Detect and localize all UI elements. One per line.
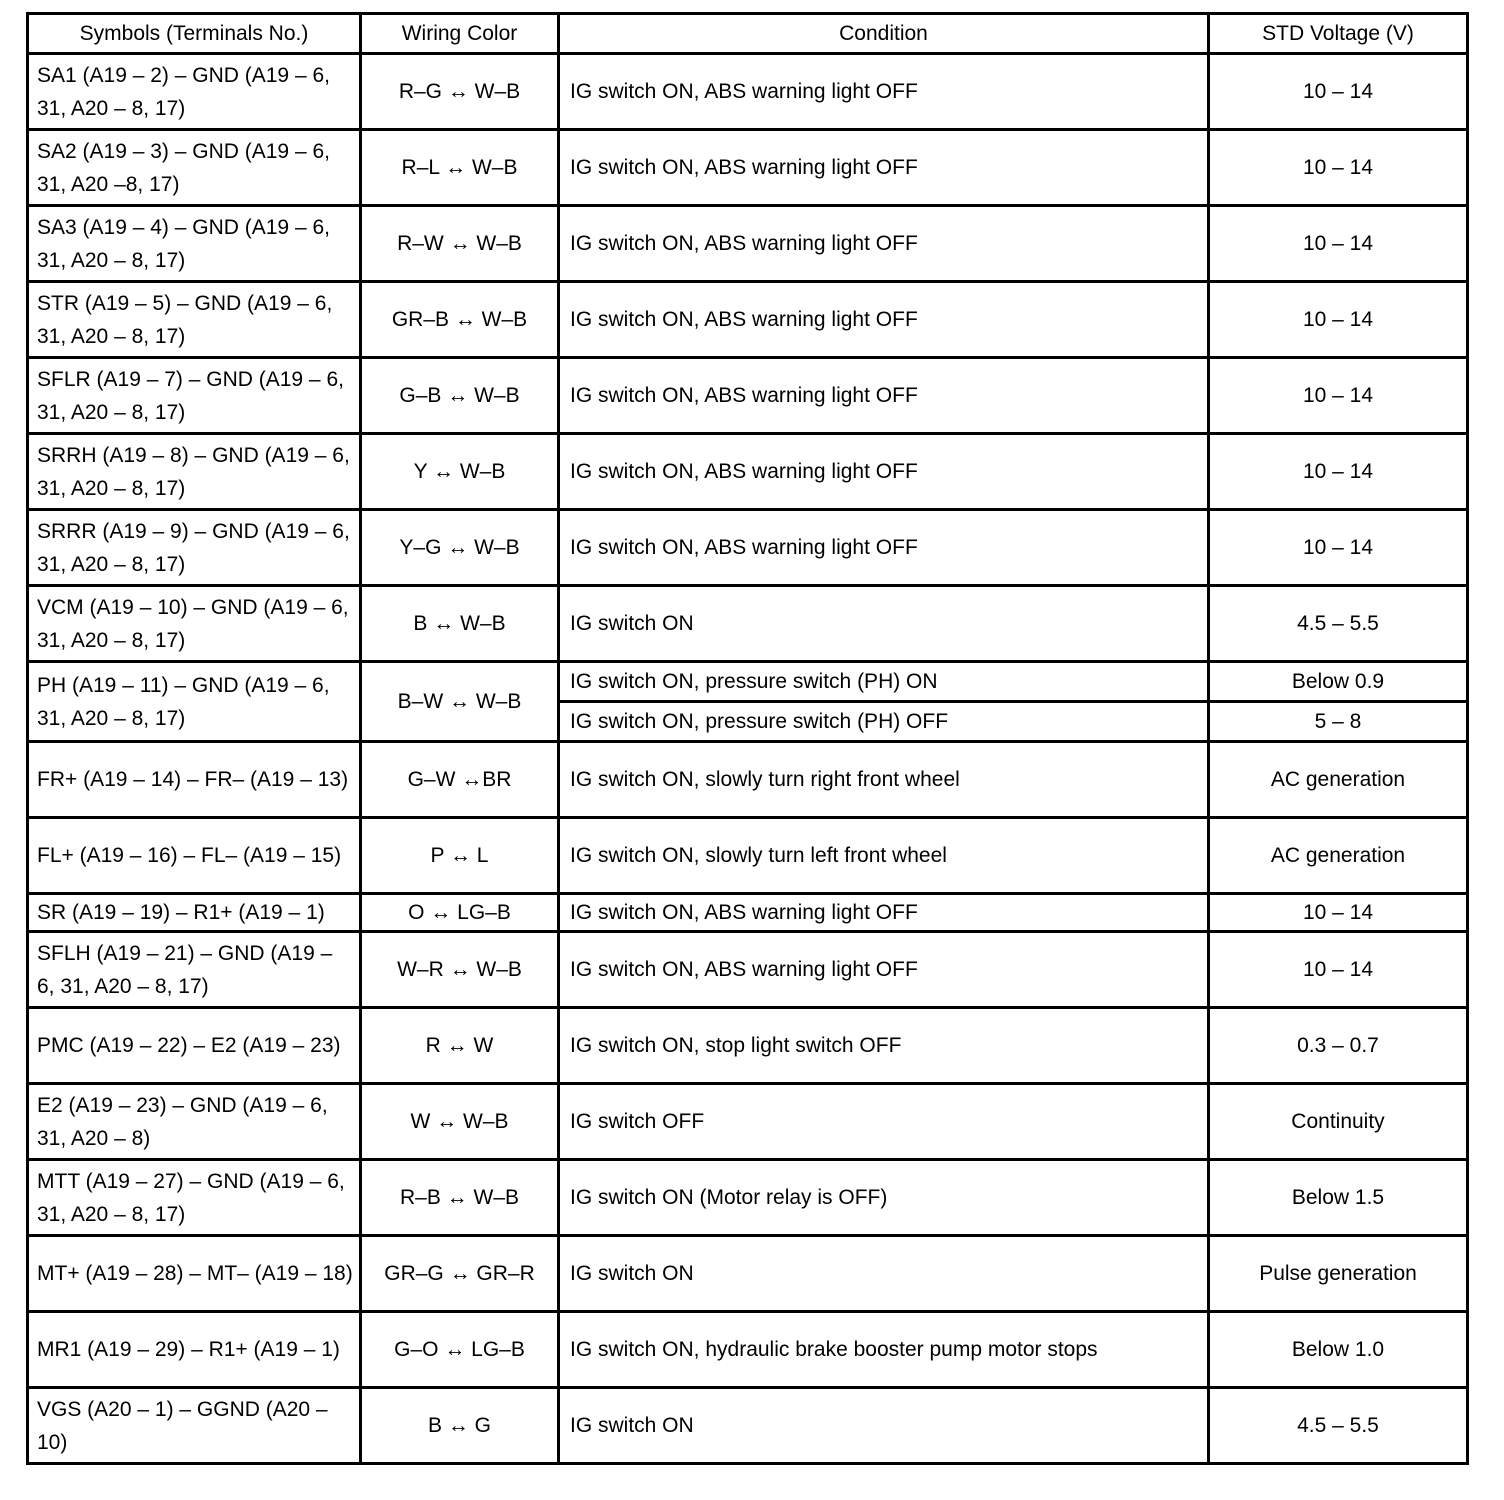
symbol-cell: SA1 (A19 – 2) – GND (A19 – 6, 31, A20 – 8, 17): [28, 54, 361, 130]
condition-cell: IG switch ON: [559, 1236, 1209, 1312]
wiring-color-cell: G–O ↔ LG–B: [361, 1312, 559, 1388]
table-row: [28, 1236, 1468, 1312]
condition-cell: IG switch ON, ABS warning light OFF: [559, 932, 1209, 1008]
symbol-cell: SA2 (A19 – 3) – GND (A19 – 6, 31, A20 –8, 17): [28, 130, 361, 206]
voltage-cell: Below 1.0: [1209, 1312, 1468, 1388]
voltage-cell: 4.5 – 5.5: [1209, 586, 1468, 662]
voltage-cell: 4.5 – 5.5: [1209, 1388, 1468, 1464]
table-row: [28, 358, 1468, 434]
condition-cell: IG switch ON, ABS warning light OFF: [559, 54, 1209, 130]
wiring-color-cell: R–B ↔ W–B: [361, 1160, 559, 1236]
condition-cell: IG switch ON, ABS warning light OFF: [559, 206, 1209, 282]
voltage-cell: Below 1.5: [1209, 1160, 1468, 1236]
table-row: [28, 434, 1468, 510]
condition-cell: IG switch ON, ABS warning light OFF: [559, 130, 1209, 206]
voltage-cell: 10 – 14: [1209, 282, 1468, 358]
header-condition: Condition: [559, 14, 1209, 54]
condition-cell: IG switch ON, ABS warning light OFF: [559, 434, 1209, 510]
wiring-color-cell: W–R ↔ W–B: [361, 932, 559, 1008]
wiring-color-cell: GR–G ↔ GR–R: [361, 1236, 559, 1312]
symbol-cell: SFLR (A19 – 7) – GND (A19 – 6, 31, A20 – 8, 17): [28, 358, 361, 434]
condition-cell: IG switch ON, slowly turn left front wheel: [559, 818, 1209, 894]
table-row: [28, 54, 1468, 130]
condition-cell: IG switch ON, pressure switch (PH) ON: [559, 662, 1209, 702]
table-row: [28, 932, 1468, 1008]
voltage-cell: AC generation: [1209, 742, 1468, 818]
wiring-color-cell: G–W ↔BR: [361, 742, 559, 818]
voltage-cell: 10 – 14: [1209, 206, 1468, 282]
wiring-color-cell: W ↔ W–B: [361, 1084, 559, 1160]
table-row: [28, 510, 1468, 586]
header-std-voltage: STD Voltage (V): [1209, 14, 1468, 54]
voltage-cell: 5 – 8: [1209, 702, 1468, 742]
condition-cell: IG switch ON, stop light switch OFF: [559, 1008, 1209, 1084]
condition-cell: IG switch ON, ABS warning light OFF: [559, 358, 1209, 434]
condition-cell: IG switch ON (Motor relay is OFF): [559, 1160, 1209, 1236]
wiring-color-cell: Y ↔ W–B: [361, 434, 559, 510]
symbol-cell: FL+ (A19 – 16) – FL– (A19 – 15): [28, 818, 361, 894]
header-row: [28, 14, 1468, 54]
condition-cell: IG switch ON: [559, 1388, 1209, 1464]
symbol-cell: SRRR (A19 – 9) – GND (A19 – 6, 31, A20 – 8, 17): [28, 510, 361, 586]
table-row: [28, 282, 1468, 358]
wiring-color-cell: R–G ↔ W–B: [361, 54, 559, 130]
table-row: [28, 206, 1468, 282]
condition-cell: IG switch ON, ABS warning light OFF: [559, 282, 1209, 358]
voltage-cell: 10 – 14: [1209, 130, 1468, 206]
symbol-cell: SR (A19 – 19) – R1+ (A19 – 1): [28, 894, 361, 932]
voltage-cell: Continuity: [1209, 1084, 1468, 1160]
wiring-color-cell: R–W ↔ W–B: [361, 206, 559, 282]
symbol-cell: SA3 (A19 – 4) – GND (A19 – 6, 31, A20 – 8, 17): [28, 206, 361, 282]
condition-cell: IG switch ON, hydraulic brake booster pump motor stops: [559, 1312, 1209, 1388]
voltage-cell: 10 – 14: [1209, 358, 1468, 434]
condition-cell: IG switch ON: [559, 586, 1209, 662]
condition-cell: IG switch ON, ABS warning light OFF: [559, 510, 1209, 586]
terminal-voltage-table: [26, 12, 1469, 1465]
wiring-color-cell: B ↔ W–B: [361, 586, 559, 662]
voltage-cell: Below 0.9: [1209, 662, 1468, 702]
table-row: [28, 1312, 1468, 1388]
table-row: [28, 586, 1468, 662]
voltage-cell: Pulse generation: [1209, 1236, 1468, 1312]
condition-cell: IG switch ON, pressure switch (PH) OFF: [559, 702, 1209, 742]
condition-cell: IG switch OFF: [559, 1084, 1209, 1160]
header-wiring-color: Wiring Color: [361, 14, 559, 54]
symbol-cell: MR1 (A19 – 29) – R1+ (A19 – 1): [28, 1312, 361, 1388]
table-row: [28, 742, 1468, 818]
table-row: [28, 1008, 1468, 1084]
symbol-cell: PMC (A19 – 22) – E2 (A19 – 23): [28, 1008, 361, 1084]
voltage-cell: 10 – 14: [1209, 894, 1468, 932]
symbol-cell: VGS (A20 – 1) – GGND (A20 – 10): [28, 1388, 361, 1464]
header-symbols: Symbols (Terminals No.): [28, 14, 361, 54]
wiring-color-cell: GR–B ↔ W–B: [361, 282, 559, 358]
symbol-cell: STR (A19 – 5) – GND (A19 – 6, 31, A20 – 8, 17): [28, 282, 361, 358]
wiring-color-cell: O ↔ LG–B: [361, 894, 559, 932]
wiring-color-cell: B–W ↔ W–B: [361, 662, 559, 742]
voltage-cell: 10 – 14: [1209, 510, 1468, 586]
condition-cell: IG switch ON, slowly turn right front wheel: [559, 742, 1209, 818]
symbol-cell: SRRH (A19 – 8) – GND (A19 – 6, 31, A20 – 8, 17): [28, 434, 361, 510]
wiring-color-cell: Y–G ↔ W–B: [361, 510, 559, 586]
voltage-cell: AC generation: [1209, 818, 1468, 894]
table-row: [28, 662, 1468, 702]
symbol-cell: PH (A19 – 11) – GND (A19 – 6, 31, A20 – 8, 17): [28, 662, 361, 742]
voltage-cell: 0.3 – 0.7: [1209, 1008, 1468, 1084]
table-row: [28, 818, 1468, 894]
wiring-color-cell: R–L ↔ W–B: [361, 130, 559, 206]
wiring-color-cell: R ↔ W: [361, 1008, 559, 1084]
voltage-cell: 10 – 14: [1209, 434, 1468, 510]
symbol-cell: VCM (A19 – 10) – GND (A19 – 6, 31, A20 – 8, 17): [28, 586, 361, 662]
symbol-cell: E2 (A19 – 23) – GND (A19 – 6, 31, A20 – 8): [28, 1084, 361, 1160]
table-row: [28, 894, 1468, 932]
symbol-cell: MT+ (A19 – 28) – MT– (A19 – 18): [28, 1236, 361, 1312]
symbol-cell: SFLH (A19 – 21) – GND (A19 – 6, 31, A20 – 8, 17): [28, 932, 361, 1008]
wiring-color-cell: B ↔ G: [361, 1388, 559, 1464]
voltage-cell: 10 – 14: [1209, 54, 1468, 130]
symbol-cell: FR+ (A19 – 14) – FR– (A19 – 13): [28, 742, 361, 818]
voltage-cell: 10 – 14: [1209, 932, 1468, 1008]
wiring-color-cell: P ↔ L: [361, 818, 559, 894]
table-row: [28, 1084, 1468, 1160]
wiring-color-cell: G–B ↔ W–B: [361, 358, 559, 434]
table-row: [28, 1160, 1468, 1236]
condition-cell: IG switch ON, ABS warning light OFF: [559, 894, 1209, 932]
table-row: [28, 130, 1468, 206]
symbol-cell: MTT (A19 – 27) – GND (A19 – 6, 31, A20 – 8, 17): [28, 1160, 361, 1236]
table-row: [28, 1388, 1468, 1464]
